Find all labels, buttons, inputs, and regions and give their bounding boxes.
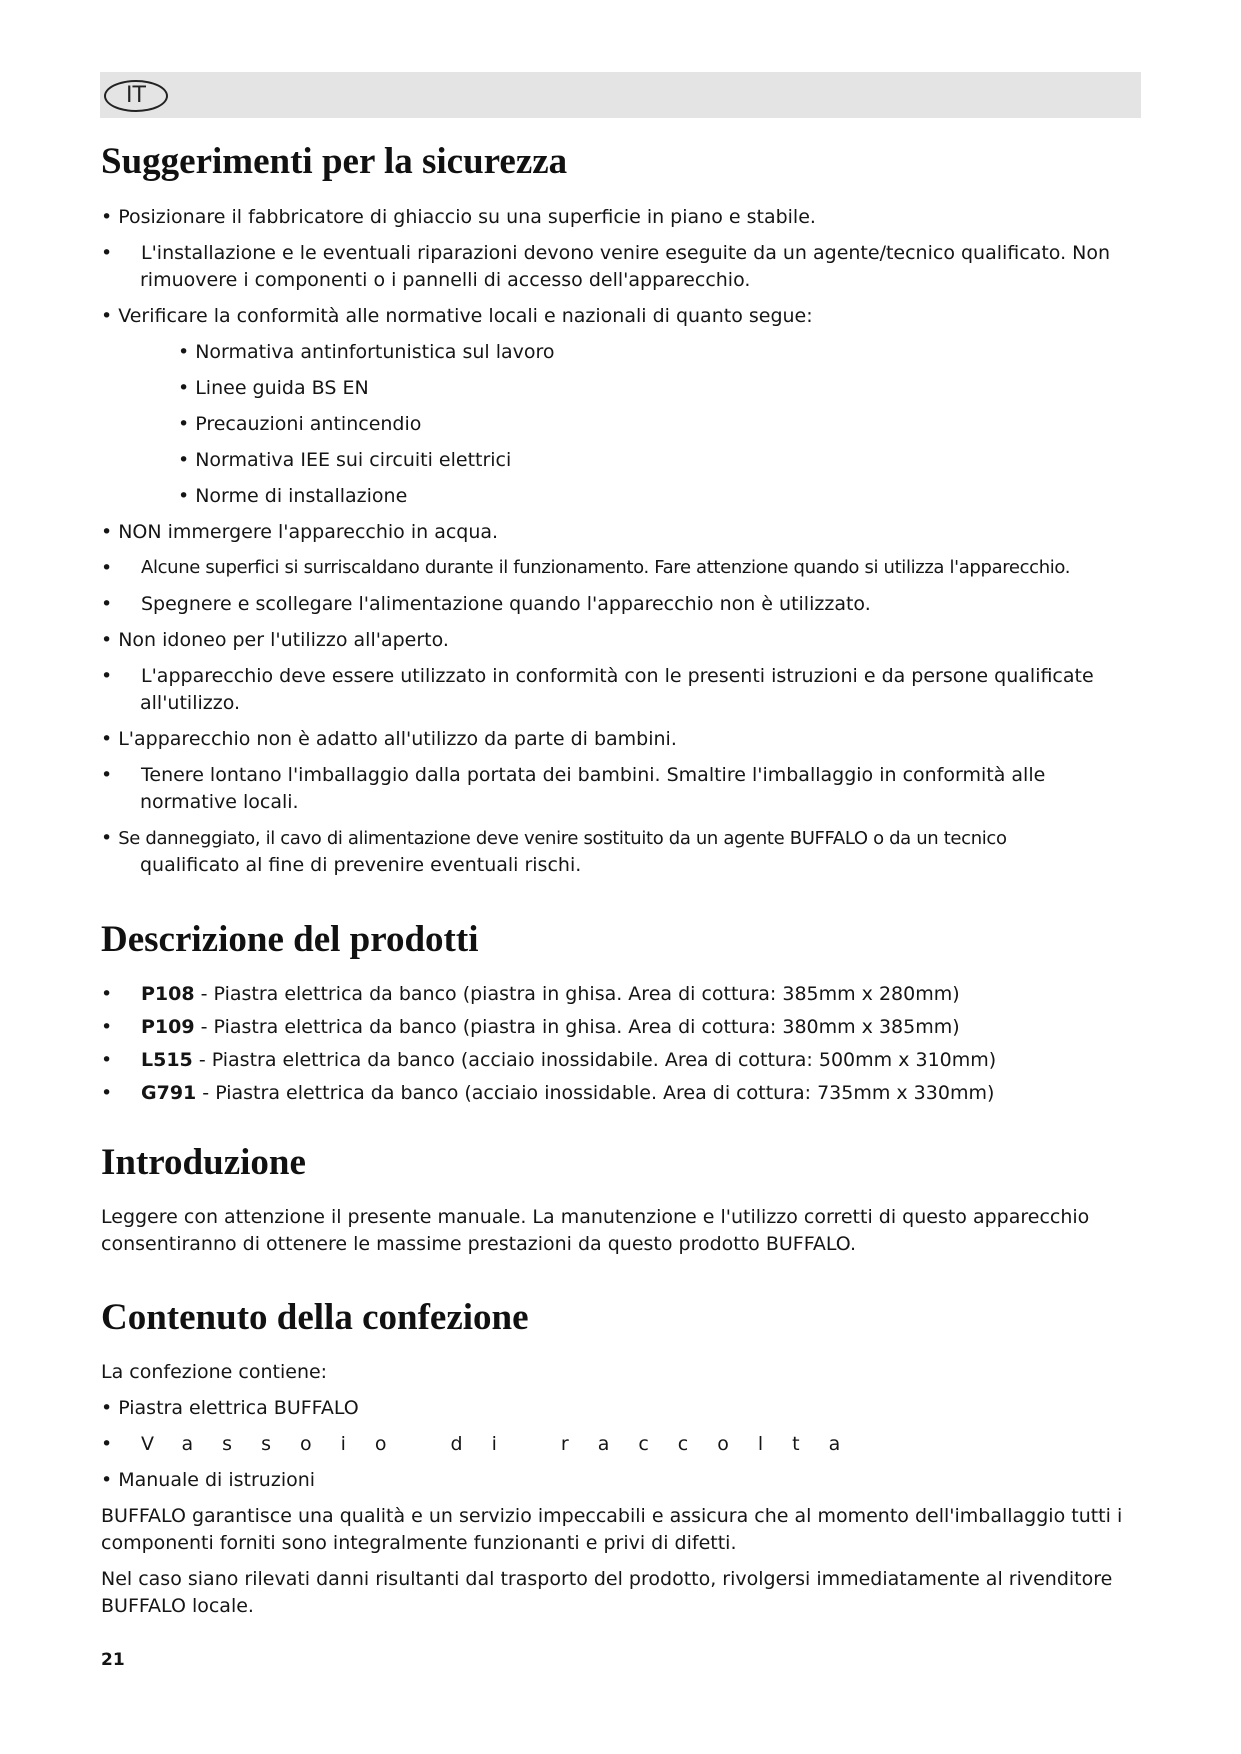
guarantee-paragraph-line: componenti forniti sono integralmente funzionanti e privi di difetti. [101, 1532, 737, 1554]
list-item: • NON immergere l'apparecchio in acqua. [101, 521, 499, 543]
safety-heading: Suggerimenti per la sicurezza [101, 141, 568, 182]
list-item-continuation: all'utilizzo. [140, 692, 241, 714]
guarantee-paragraph-line: BUFFALO garantisce una qualità e un servizio impeccabili e assicura che al momento dell'imballaggio tutti i [101, 1505, 1123, 1527]
sub-list-item: • Precauzioni antincendio [178, 413, 422, 435]
product-code: P108 [141, 983, 195, 1005]
sub-list-item: • Linee guida BS EN [178, 377, 369, 399]
contents-heading: Contenuto della confezione [101, 1297, 529, 1338]
contents-item: • Piastra elettrica BUFFALO [101, 1397, 359, 1419]
list-item: • Verificare la conformità alle normative locali e nazionali di quanto segue: [101, 305, 813, 327]
product-code: G791 [141, 1082, 197, 1104]
page-number: 21 [101, 1650, 125, 1670]
contents-lead: La confezione contiene: [101, 1361, 328, 1383]
list-item-continuation: normative locali. [140, 791, 299, 813]
list-item: • Non idoneo per l'utilizzo all'aperto. [101, 629, 449, 651]
list-item: • Se danneggiato, il cavo di alimentazione deve venire sostituito da un agente BUFFALO o da un tecnico [101, 827, 1007, 849]
list-item: • Posizionare il fabbricatore di ghiaccio su una superficie in piano e stabile. [101, 206, 816, 228]
intro-paragraph-line: Leggere con attenzione il presente manuale. La manutenzione e l'utilizzo corretti di questo apparecchio [101, 1206, 1090, 1228]
damage-paragraph-line: BUFFALO locale. [101, 1595, 254, 1617]
list-item: • L'apparecchio non è adatto all'utilizzo da parte di bambini. [101, 728, 677, 750]
product-code: P109 [141, 1016, 195, 1038]
contents-item: • Manuale di istruzioni [101, 1469, 316, 1491]
sub-list-item: • Norme di installazione [178, 485, 408, 507]
damage-paragraph-line: Nel caso siano rilevati danni risultanti dal trasporto del prodotto, rivolgersi immediatamente al rivenditore [101, 1568, 1113, 1590]
list-item-continuation: qualificato al fine di prevenire eventuali rischi. [140, 854, 582, 876]
sub-list-item: • Normativa antinfortunistica sul lavoro [178, 341, 555, 363]
list-item-continuation: rimuovere i componenti o i pannelli di accesso dell'apparecchio. [140, 269, 751, 291]
language-header-bar [100, 72, 1141, 118]
products-heading: Descrizione del prodotti [101, 919, 479, 960]
product-code: L515 [141, 1049, 193, 1071]
intro-heading: Introduzione [101, 1142, 306, 1183]
language-badge: IT [104, 80, 168, 112]
sub-list-item: • Normativa IEE sui circuiti elettrici [178, 449, 512, 471]
intro-paragraph-line: consentiranno di ottenere le massime prestazioni da questo prodotto BUFFALO. [101, 1233, 857, 1255]
